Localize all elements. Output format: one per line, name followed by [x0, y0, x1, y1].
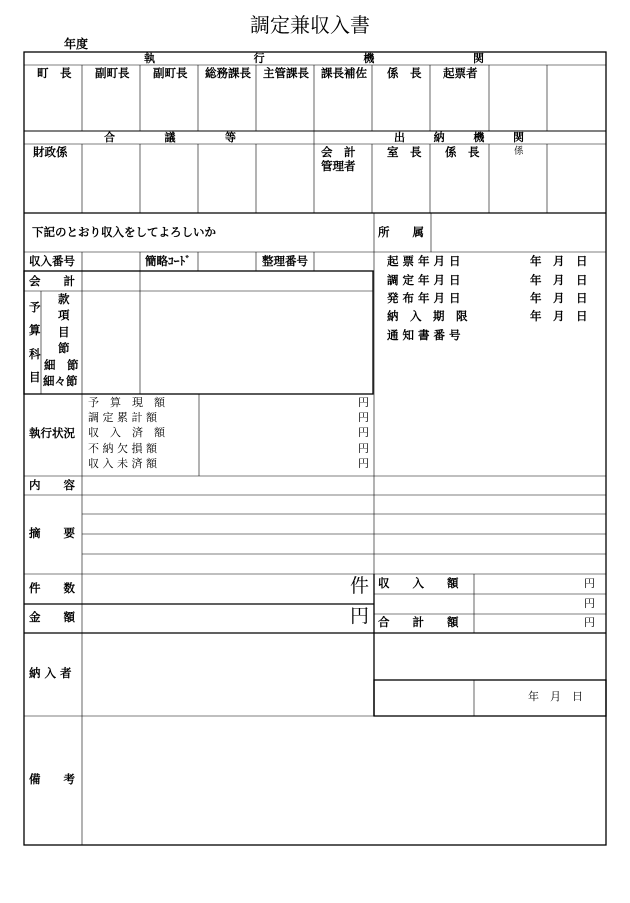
role-deputy-mayor-1: 副町長: [95, 66, 130, 80]
cashier-header: 出 納 機 関: [394, 131, 524, 144]
exec-item-unpaid: 収 入 未 済 額: [88, 457, 157, 470]
role-accounting-manager-1: 会 計: [321, 145, 356, 159]
amount-label: 金 額: [29, 610, 75, 624]
budget-vertical-2: 算: [29, 323, 41, 337]
executive-header: 執 行 機 関: [144, 52, 484, 65]
date-value-issued: 年 月 日: [530, 291, 588, 305]
exec-unit-unpaid: 円: [358, 457, 369, 470]
total-amount-unit: 円: [584, 616, 595, 629]
accounting-label: 会 計: [29, 274, 75, 288]
reference-number-label: 整理番号: [262, 254, 308, 268]
role-section-chief: 係 長: [387, 66, 422, 80]
payer-label: 納 入 者: [29, 666, 72, 680]
date-label-drafted: 起 票 年 月 日: [387, 254, 461, 268]
amount-unit: 円: [350, 605, 370, 627]
receipt-number-label: 収入番号: [29, 254, 75, 268]
affiliation-label: 所 属: [378, 225, 424, 239]
execution-status-label: 執行状況: [29, 426, 75, 440]
budget-vertical-3: 科: [29, 347, 41, 361]
content-label: 内 容: [29, 478, 75, 492]
date-label-assessed: 調 定 年 月 日: [387, 273, 461, 287]
role-staff-suffix: 係: [514, 146, 524, 157]
date-value-due: 年 月 日: [530, 309, 588, 323]
role-department-chief: 主管課長: [263, 66, 309, 80]
date-value-assessed: 年 月 日: [530, 273, 588, 287]
exec-item-budget: 予 算 現 額: [88, 396, 165, 409]
role-assistant-chief: 課長補佐: [321, 66, 367, 80]
notice-number-label: 通 知 書 番 号: [387, 328, 461, 342]
summary-label: 摘 要: [29, 526, 75, 540]
budget-item-kan: 款: [58, 292, 70, 306]
budget-item-moku: 目: [58, 325, 70, 339]
role-accounting-manager-2: 管理者: [321, 159, 356, 173]
exec-item-assessed-total: 調 定 累 計 額: [88, 411, 157, 424]
budget-item-saisetsu: 細 節: [44, 358, 79, 372]
exec-unit-loss: 円: [358, 442, 369, 455]
date-value-drafted: 年 月 日: [530, 254, 588, 268]
role-general-affairs-chief: 総務課長: [205, 66, 251, 80]
exec-unit-budget: 円: [358, 396, 369, 409]
exec-item-received: 収 入 済 額: [88, 426, 165, 439]
exec-item-loss: 不 納 欠 損 額: [88, 442, 157, 455]
remarks-label: 備 考: [29, 772, 75, 786]
role-cashier-section-chief: 係 長: [445, 145, 480, 159]
count-label: 件 数: [29, 581, 75, 595]
date-label-issued: 発 布 年 月 日: [387, 291, 461, 305]
role-finance: 財政係: [33, 145, 68, 159]
council-header: 合 議 等: [104, 131, 236, 144]
document-title: 調定兼収入書: [250, 13, 370, 37]
budget-item-saisaisetsu: 細々節: [43, 374, 78, 388]
total-amount-label: 合 計 額: [378, 615, 459, 629]
exec-unit-received: 円: [358, 426, 369, 439]
income-amount-label: 収 入 額: [378, 576, 459, 590]
role-drafter: 起票者: [443, 66, 478, 80]
date-label-due: 納 入 期 限: [387, 309, 468, 323]
role-mayor: 町 長: [37, 66, 72, 80]
fiscal-year-label: 年度: [64, 37, 89, 51]
count-unit: 件: [350, 575, 370, 597]
budget-vertical-1: 予: [29, 300, 41, 314]
date-stamp: 年 月 日: [528, 690, 583, 703]
role-deputy-mayor-2: 副町長: [153, 66, 188, 80]
request-text: 下記のとおり収入をしてよろしいか: [32, 225, 216, 239]
budget-item-setsu: 節: [58, 341, 70, 355]
exec-unit-assessed-total: 円: [358, 411, 369, 424]
budget-vertical-4: 目: [29, 370, 41, 384]
income-amount-unit-2: 円: [584, 597, 595, 610]
budget-item-kou: 項: [58, 308, 70, 322]
role-office-chief: 室 長: [387, 145, 422, 159]
income-amount-unit: 円: [584, 577, 595, 590]
short-code-label: 簡略ｺｰﾄﾞ: [145, 254, 191, 268]
